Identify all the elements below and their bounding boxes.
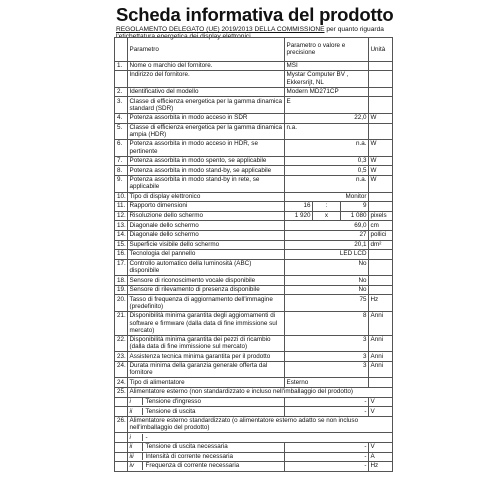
row-parameter: Tasso di frequenza di aggiornamento dell'immagine (predefinito): [128, 295, 285, 312]
row-value: n.a.: [285, 123, 369, 140]
row-parameter: Potenza assorbita in modo acceso in SDR: [128, 113, 285, 123]
sub-item-number: ii: [130, 443, 143, 450]
sub-item-number: i: [130, 434, 143, 441]
row-value: LED LCD: [285, 250, 369, 260]
sub-item-label: Intensità di corrente necessaria: [145, 452, 234, 460]
sub-item-label: Frequenza di corrente necessaria: [145, 462, 240, 470]
value-part-2: x: [313, 212, 341, 221]
table-row: [115, 97, 393, 114]
table-row: [115, 433, 393, 443]
table-row: [115, 123, 393, 140]
row-unit: W: [369, 140, 393, 157]
row-parameter: [128, 443, 285, 453]
row-unit: V: [369, 443, 393, 453]
value-part-1: 1 920: [285, 212, 313, 221]
table-row: [115, 295, 393, 312]
row-unit: [369, 123, 393, 140]
row-value: Esterno: [285, 378, 369, 388]
row-number: 12.: [115, 211, 128, 221]
row-value: -: [285, 397, 369, 407]
table-row: [115, 175, 393, 192]
row-parameter: Potenza assorbita in modo stand-by, se applicabile: [128, 166, 285, 176]
row-value: MSI: [285, 61, 369, 71]
row-value: n.a.: [285, 175, 369, 192]
header-unit: Unità: [369, 38, 393, 62]
row-unit: Anni: [369, 335, 393, 352]
row-unit: [369, 97, 393, 114]
row-parameter: Classe di efficienza energetica per la gamma dinamica ampia (HDR): [128, 123, 285, 140]
table-row: [115, 71, 393, 88]
table-row: [115, 221, 393, 231]
row-unit: Hz: [369, 462, 393, 472]
row-value: 0,5: [285, 166, 369, 176]
row-number: 25.: [115, 388, 128, 398]
table-row: [115, 352, 393, 362]
row-value: 8: [285, 312, 369, 336]
table-row: [115, 140, 393, 157]
row-number: 9.: [115, 175, 128, 192]
row-parameter: Disponibilità minima garantita dei pezzi di ricambio (dalla data di fine immissione sul mercato): [128, 335, 285, 352]
row-number: 19.: [115, 285, 128, 295]
regulation-line-2: l'etichettatura energetica dei display elettronici: [116, 33, 251, 40]
row-value: No: [285, 276, 369, 286]
row-unit: [369, 285, 393, 295]
table-row: [115, 443, 393, 453]
row-parameter: Rapporto dimensioni: [128, 202, 285, 212]
page-title: Scheda informativa del prodotto: [116, 4, 394, 25]
row-number: 15.: [115, 240, 128, 250]
row-unit: [369, 61, 393, 71]
table-row: [115, 276, 393, 286]
table-row: [115, 407, 393, 417]
header-number-cell: [115, 38, 128, 62]
row-parameter: Assistenza tecnica minima garantita per il prodotto: [128, 352, 285, 362]
row-parameter: Superficie visibile dello schermo: [128, 240, 285, 250]
table-row: [115, 361, 393, 378]
table-row: [115, 240, 393, 250]
row-value: -: [285, 443, 369, 453]
row-number: [115, 452, 128, 462]
row-parameter: Controllo automatico della luminosità (ABC) disponibile: [128, 259, 285, 276]
row-value: 3: [285, 352, 369, 362]
row-parameter: Potenza assorbita in modo spento, se applicabile: [128, 156, 285, 166]
row-unit: Anni: [369, 312, 393, 336]
row-parameter: Potenza assorbita in modo stand-by in rete, se applicabile: [128, 175, 285, 192]
row-parameter: Indirizzo del fornitore.: [128, 71, 285, 88]
table-row: [115, 335, 393, 352]
sub-item-number: iv: [130, 462, 143, 469]
value-part-1: 16: [285, 202, 313, 211]
row-value: Monitor: [285, 192, 369, 202]
row-number: 16.: [115, 250, 128, 260]
row-value: [285, 202, 369, 212]
row-unit: [369, 192, 393, 202]
header-param: Parametro: [128, 38, 285, 62]
row-number: [115, 71, 128, 88]
row-number: 8.: [115, 166, 128, 176]
sub-item-label: Tensione d'ingresso: [145, 397, 201, 405]
table-row: [115, 166, 393, 176]
row-parameter: [128, 462, 285, 472]
row-parameter: Classe di efficienza energetica per la gamma dinamica standard (SDR): [128, 97, 285, 114]
row-value: -: [285, 462, 369, 472]
row-parameter: Tecnologia del pannello: [128, 250, 285, 260]
row-unit: Hz: [369, 295, 393, 312]
row-value: 3: [285, 335, 369, 352]
spec-table: [114, 37, 393, 472]
row-number: 24.: [115, 361, 128, 378]
row-parameter: Risoluzione dello schermo: [128, 211, 285, 221]
row-number: [115, 433, 128, 443]
table-row: [115, 87, 393, 97]
row-parameter: Sensore di riconoscimento vocale disponibile: [128, 276, 285, 286]
table-header-row: [115, 38, 393, 62]
row-unit: pollici: [369, 230, 393, 240]
row-unit: [369, 250, 393, 260]
row-value: No: [285, 259, 369, 276]
row-parameter: Tipo di display elettronico: [128, 192, 285, 202]
row-value: 69,0: [285, 221, 369, 231]
row-number: 23.: [115, 352, 128, 362]
table-row: [115, 378, 393, 388]
row-number: [115, 443, 128, 453]
row-value: Mystar Computer BV , Ekkersrijt, NL: [285, 71, 369, 88]
row-unit: W: [369, 156, 393, 166]
row-parameter: Diagonale dello schermo: [128, 221, 285, 231]
row-value: 3: [285, 361, 369, 378]
sub-item-number: i: [130, 398, 143, 405]
table-row: [115, 388, 393, 398]
row-value: 75: [285, 295, 369, 312]
row-value: Modern MD271CP: [285, 87, 369, 97]
value-part-3: 9: [362, 202, 367, 210]
value-part-2: :: [313, 202, 341, 211]
row-parameter: [128, 452, 285, 462]
row-value: 27: [285, 230, 369, 240]
row-parameter: Diagonale dello schermo: [128, 230, 285, 240]
row-parameter: Sensore di rilevamento di presenza disponibile: [128, 285, 285, 295]
row-value: 20,1: [285, 240, 369, 250]
table-row: [115, 462, 393, 472]
row-unit: [369, 71, 393, 88]
row-unit: W: [369, 175, 393, 192]
row-parameter: Disponibilità minima garantita degli aggiornamenti di software e firmware (dalla data di fine immissione sul mercato): [128, 312, 285, 336]
table-row: [115, 230, 393, 240]
table-row: [115, 397, 393, 407]
table-row: [115, 416, 393, 433]
sub-item-label: Tensione di uscita necessaria: [145, 443, 228, 451]
row-number: 26.: [115, 416, 128, 433]
row-number: 24.: [115, 378, 128, 388]
row-number: 11.: [115, 202, 128, 212]
table-row: [115, 452, 393, 462]
row-unit: V: [369, 397, 393, 407]
row-parameter: Durata minima della garanzia generale offerta dal fornitore: [128, 361, 285, 378]
table-row: [115, 259, 393, 276]
table-row: [115, 202, 393, 212]
row-value: n.a.: [285, 140, 369, 157]
row-number: 2.: [115, 87, 128, 97]
row-parameter: Nome o marchio del fornitore.: [128, 61, 285, 71]
row-parameter: Potenza assorbita in modo acceso in HDR, se pertinente: [128, 140, 285, 157]
row-parameter: [128, 397, 285, 407]
row-parameter: [128, 433, 393, 443]
sub-item-label: -: [145, 433, 148, 441]
row-unit: W: [369, 113, 393, 123]
row-number: [115, 397, 128, 407]
row-number: 5.: [115, 123, 128, 140]
row-number: 10.: [115, 192, 128, 202]
row-number: [115, 407, 128, 417]
regulation-line-1-rest: per quanto riguarda: [324, 26, 384, 33]
row-unit: [369, 378, 393, 388]
row-number: 20.: [115, 295, 128, 312]
sub-item-number: ii: [130, 408, 143, 415]
row-number: 1.: [115, 61, 128, 71]
table-row: [115, 192, 393, 202]
row-parameter: Alimentatore esterno (non standardizzato e incluso nell'imballaggio del prodotto): [128, 388, 393, 398]
row-unit: dm²: [369, 240, 393, 250]
row-unit: pixels: [369, 211, 393, 221]
table-row: [115, 285, 393, 295]
row-value: E: [285, 97, 369, 114]
value-part-3: 1 080: [350, 211, 367, 219]
row-unit: W: [369, 166, 393, 176]
row-unit: Anni: [369, 361, 393, 378]
header-value: Parametro o valore e precisione: [285, 38, 369, 62]
row-unit: [369, 202, 393, 212]
table-row: [115, 61, 393, 71]
table-row: [115, 156, 393, 166]
table-row: [115, 113, 393, 123]
row-unit: [369, 87, 393, 97]
row-number: 18.: [115, 276, 128, 286]
row-value: -: [285, 452, 369, 462]
row-number: 14.: [115, 230, 128, 240]
row-number: 6.: [115, 140, 128, 157]
row-value: 0,3: [285, 156, 369, 166]
row-parameter: Tipo di alimentatore: [128, 378, 285, 388]
row-number: [115, 462, 128, 472]
row-number: 13.: [115, 221, 128, 231]
row-value: 22,0: [285, 113, 369, 123]
row-value: No: [285, 285, 369, 295]
sub-item-label: Tensione di uscita: [145, 407, 196, 415]
row-unit: cm: [369, 221, 393, 231]
row-parameter: Alimentatore esterno standardizzato (o alimentatore esterno adatto se non incluso nell'imballaggio del prodotto): [128, 416, 393, 433]
table-row: [115, 312, 393, 336]
row-unit: Anni: [369, 352, 393, 362]
regulation-reference: REGOLAMENTO DELEGATO (UE) 2019/2013 DELLA COMMISSIONE: [116, 26, 325, 33]
row-number: 4.: [115, 113, 128, 123]
row-number: 7.: [115, 156, 128, 166]
row-parameter: Identificativo del modello: [128, 87, 285, 97]
row-parameter: [128, 407, 285, 417]
table-row: [115, 250, 393, 260]
row-value: [285, 211, 369, 221]
row-number: 21.: [115, 312, 128, 336]
row-unit: V: [369, 407, 393, 417]
row-number: 17.: [115, 259, 128, 276]
row-unit: [369, 276, 393, 286]
row-unit: A: [369, 452, 393, 462]
row-number: 22.: [115, 335, 128, 352]
row-number: 3.: [115, 97, 128, 114]
table-row: [115, 211, 393, 221]
row-value: -: [285, 407, 369, 417]
sub-item-number: iii: [130, 453, 143, 460]
row-unit: [369, 259, 393, 276]
